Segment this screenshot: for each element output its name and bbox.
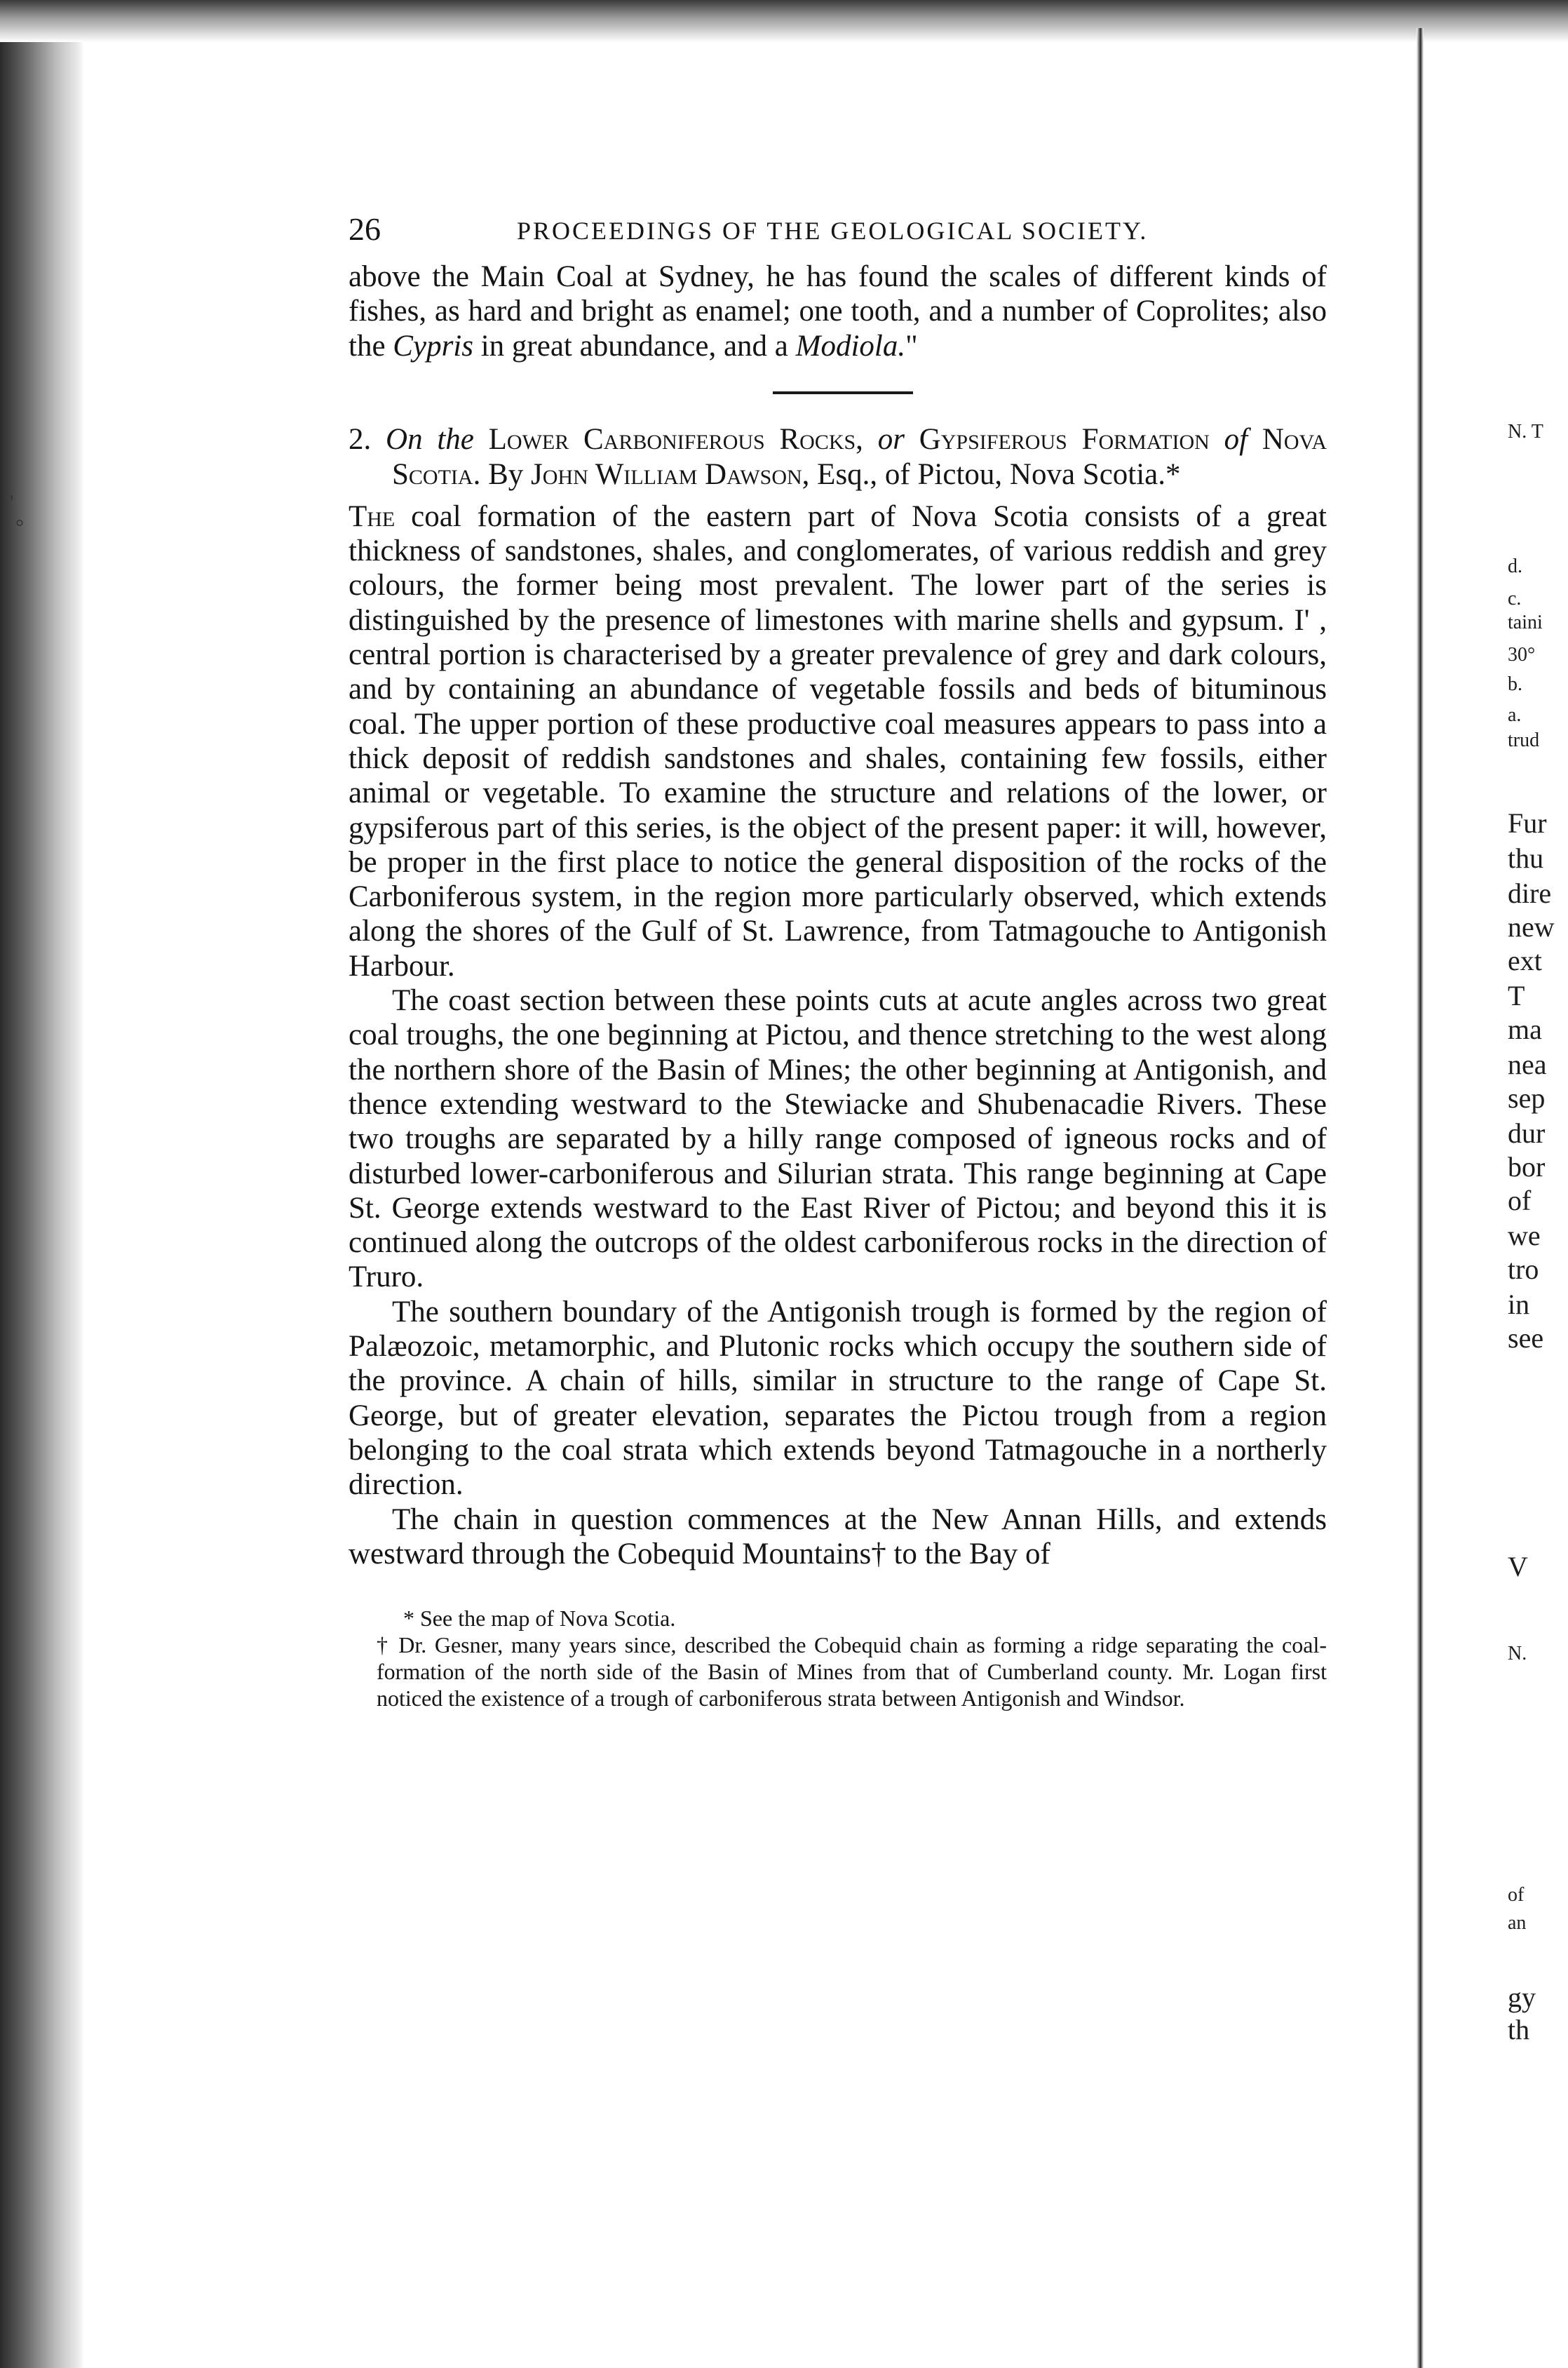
heading-on-the: On the — [386, 422, 474, 456]
facing-fragment: a. — [1508, 704, 1522, 726]
facing-fragment: T — [1508, 980, 1525, 1011]
facing-fragment: d. — [1508, 556, 1522, 577]
facing-fragment: dur — [1508, 1117, 1546, 1149]
facing-fragment: trud — [1508, 729, 1540, 751]
heading-lower-carboniferous: Lower Carboniferous Rocks, — [488, 422, 863, 456]
heading-or: or — [877, 422, 905, 456]
facing-fragment: new — [1508, 911, 1555, 943]
facing-fragment: sep — [1508, 1082, 1546, 1114]
paragraph-1-text: coal formation of the eastern part of Nova Scotia consists of a great thickness of sandstones, shales, and conglomerates, of various reddish and grey colours, the former being most prevalent. The lower part of the series is distinguished by the presence of limestones with marine shells and gypsum. I' , central portion is characterised by a greater prevalence of grey and dark colours, and by containing an abundance of vegetable fossils and beds of bituminous coal. The upper portion of these productive coal measures appears to pass into a thick deposit of reddish sandstones and shales, containing few fossils, either animal or vegetable. To examine the structure and relations of the lower, or gypsiferous part of this series, is the object of the present paper: it will, however, be proper in the first place to notice the general disposition of the rocks of the Carboniferous system, in the region more particularly observed, which extends along the shores of the Gulf of St. Lawrence, from Tatmagouche to Antigonish Harbour. — [349, 499, 1327, 983]
facing-fragment: 30° — [1508, 644, 1536, 666]
running-head-title: PROCEEDINGS OF THE GEOLOGICAL SOCIETY. — [517, 217, 1149, 245]
scan-gutter-top — [0, 0, 1568, 42]
facing-fragment: nea — [1508, 1049, 1547, 1080]
article-heading — [349, 422, 1327, 492]
facing-fragment: thu — [1508, 842, 1544, 874]
footnotes — [377, 1605, 1327, 1711]
facing-fragment: N. T — [1508, 421, 1543, 443]
facing-fragment: tro — [1508, 1253, 1539, 1285]
article-body — [349, 499, 1327, 1571]
facing-fragment: Fur — [1508, 807, 1547, 839]
continuation-text-2: in great abundance, and a — [473, 329, 796, 363]
scan-gutter-left — [0, 0, 84, 2368]
heading-gypsiferous: Gypsiferous Formation — [919, 422, 1210, 456]
facing-fragment: taini — [1508, 612, 1543, 633]
paragraph-3: The southern boundary of the Antigonish trough is formed by the region of Palæozoic, metamorphic, and Plutonic rocks which occupy the southern side of the province. A chain of hills, similar in structure to the range of Cape St. George, but of greater elevation, separates the Pictou trough from a region belonging to the coal strata which extends beyond Tatmagouche in a northerly direction. — [349, 1295, 1327, 1502]
facing-fragment: bor — [1508, 1151, 1546, 1183]
facing-fragment: c. — [1508, 588, 1522, 610]
page-column — [349, 210, 1327, 1711]
continuation-paragraph — [349, 260, 1327, 363]
footnote-1: * See the map of Nova Scotia. — [403, 1606, 676, 1632]
footnote-2: † Dr. Gesner, many years since, described the Cobequid chain as forming a ridge separating the coal-formation of the north side of the Basin of Mines from that of Cumberland county. Mr. Logan first noticed the existence of a trough of carboniferous strata between Antigonish and Windsor. — [377, 1632, 1327, 1711]
facing-fragment: N. — [1508, 1643, 1527, 1664]
heading-by: By — [488, 457, 524, 491]
paragraph-1 — [349, 499, 1327, 983]
paragraph-2: The coast section between these points cuts at acute angles across two great coal troughs, the one beginning at Pictou, and thence stretching to the west along the northern shore of the Basin of Mines; the other beginning at Antigonish, and thence extending westward to the Stewiacke and Shubenacadie Rivers. These two troughs are separated by a hilly range composed of igneous rocks and of disturbed lower-carboniferous and Silurian strata. This range beginning at Cape St. George extends westward to the East River of Pictou; and beyond this it is continued along the outcrops of the oldest carboniferous rocks in the direction of Truro. — [349, 984, 1327, 1294]
facing-fragment: see — [1508, 1322, 1544, 1354]
facing-fragment: th — [1508, 2014, 1530, 2045]
heading-nova-scotia: Nova Scotia. — [392, 422, 1327, 491]
facing-fragment: in — [1508, 1289, 1530, 1320]
paragraph-lead-word: The — [349, 499, 396, 533]
facing-fragment: V — [1508, 1551, 1528, 1582]
page-number: 26 — [349, 211, 381, 247]
book-spine — [1417, 28, 1424, 2368]
heading-author-rest: Esq., of Pictou, Nova Scotia.* — [817, 457, 1181, 491]
running-head — [349, 210, 1327, 260]
paragraph-4: The chain in question commences at the New Annan Hills, and extends westward through the Cobequid Mountains† to the Bay of — [349, 1502, 1327, 1570]
cypris-term: Cypris — [393, 329, 473, 363]
facing-fragment: b. — [1508, 673, 1522, 695]
facing-fragment: of — [1508, 1185, 1532, 1216]
heading-of: of — [1224, 422, 1248, 456]
continuation-text: above the Main Coal at Sydney, he has found the scales of different kinds of fishes, as hard and bright as enamel; one tooth, and a number of Coprolites; also the — [349, 260, 1327, 363]
facing-fragment: dire — [1508, 877, 1552, 909]
facing-fragment: an — [1508, 1912, 1527, 1934]
heading-author: John William Dawson, — [531, 457, 810, 491]
facing-fragment: we — [1508, 1220, 1541, 1251]
facing-fragment: ext — [1508, 945, 1542, 976]
facing-fragment: gy — [1508, 1982, 1536, 2013]
closing-quote: " — [905, 329, 918, 363]
facing-fragment: of — [1508, 1884, 1525, 1906]
modiola-term: Modiola. — [795, 329, 906, 363]
facing-fragment: ma — [1508, 1014, 1542, 1045]
section-divider — [773, 391, 913, 394]
article-number: 2. — [349, 422, 372, 456]
